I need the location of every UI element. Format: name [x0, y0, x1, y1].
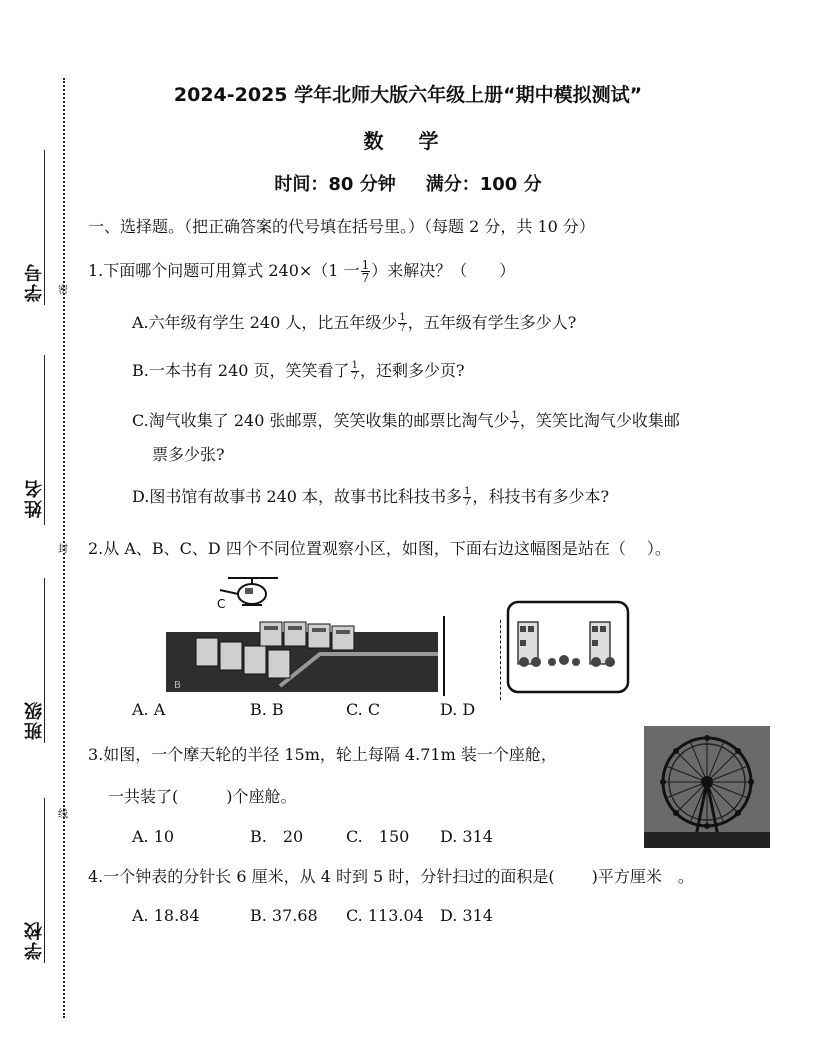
q1-option-c: C.淘气收集了 240 张邮票，笑笑收集的邮票比淘气少 $\frac{1}{7}$ ，笑笑比淘气少收集邮	[132, 410, 680, 432]
q4-stem: 4.一个钟表的分针长 6 厘米，从 4 时到 5 时，分针扫过的面积是( )平方厘米 。	[88, 867, 694, 886]
q2-stem: 2.从 A、B、C、D 四个不同位置观察小区，如图，下面右边这幅图是站在（ ）。	[88, 539, 671, 558]
label-class: 班级	[24, 700, 45, 740]
q2-option-c: C. C	[346, 700, 381, 719]
figure-divider-dashed	[500, 620, 501, 700]
q3-option-a: A. 10	[132, 827, 175, 846]
fraction: $\frac{1}{7}$	[399, 312, 406, 334]
label-b: B	[174, 680, 181, 691]
q1-option-d: D.图书馆有故事书 240 本，故事书比科技书多 $\frac{1}{7}$ ，科技书有多少本?	[132, 486, 610, 508]
q4-option-d: D. 314	[440, 906, 493, 925]
seal-feng: 封	[58, 544, 68, 555]
q3-option-c: C. 150	[346, 827, 410, 846]
fraction: $\frac{1}{7}$	[351, 360, 358, 382]
fraction: $\frac{1}{7}$	[511, 410, 518, 432]
q1-option-c-line2: 票多少张?	[152, 445, 225, 464]
seal-mi: 密	[58, 285, 68, 296]
q2-options	[132, 700, 475, 719]
full-score: 满分：100 分	[425, 174, 542, 195]
q1-option-a: A.六年级有学生 240 人，比五年级少 $\frac{1}{7}$ ，五年级有学生多少人?	[132, 312, 577, 334]
fraction: $\frac{1}{7}$	[464, 486, 471, 508]
community-figure	[160, 566, 442, 694]
q4-options	[132, 906, 493, 925]
q3-option-b: B. 20	[250, 827, 304, 846]
label-student-id: 学号	[24, 262, 45, 302]
view-picture	[506, 600, 630, 694]
ferris-wheel-photo	[644, 726, 770, 848]
q3-option-d: D. 314	[440, 827, 493, 846]
label-c: C	[217, 597, 226, 611]
q4-option-b: B. 37.68	[250, 906, 318, 925]
q1-option-b: B.一本书有 240 页，笑笑看了 $\frac{1}{7}$ ，还剩多少页?	[132, 360, 465, 382]
exam-title: 2024-2025 学年北师大版六年级上册“期中模拟测试”	[173, 84, 643, 106]
q3-options	[132, 824, 493, 847]
time-limit: 时间：80 分钟	[274, 174, 396, 195]
q3-stem-line2: 一共装了( )个座舱。	[108, 787, 297, 806]
helicopter-icon	[220, 578, 278, 605]
label-name: 姓名	[24, 478, 45, 518]
fraction: $\frac{1}{7}$	[361, 258, 370, 285]
seal-xian: 线	[58, 809, 68, 820]
q4-option-c: C. 113.04	[346, 906, 424, 925]
q2-option-b: B. B	[250, 700, 284, 719]
figure-divider	[443, 616, 445, 696]
time-score-line	[0, 170, 816, 196]
label-school: 学校	[24, 920, 45, 960]
q1-stem: 1.下面哪个问题可用算式 240×（1 一 $\frac{1}{7}$ ）来解决？（ ）	[88, 258, 516, 285]
q2-option-a: A. A	[132, 700, 166, 719]
q3-stem: 3.如图，一个摩天轮的半径 15m，轮上每隔 4.71m 装一个座舱，	[88, 745, 557, 764]
section1-heading: 一、选择题。（把正确答案的代号填在括号里。）（每题 2 分，共 10 分）	[88, 217, 595, 236]
q2-option-d: D. D	[440, 700, 476, 719]
q4-option-a: A. 18.84	[132, 906, 200, 925]
subject-title: 数 学	[363, 129, 453, 153]
